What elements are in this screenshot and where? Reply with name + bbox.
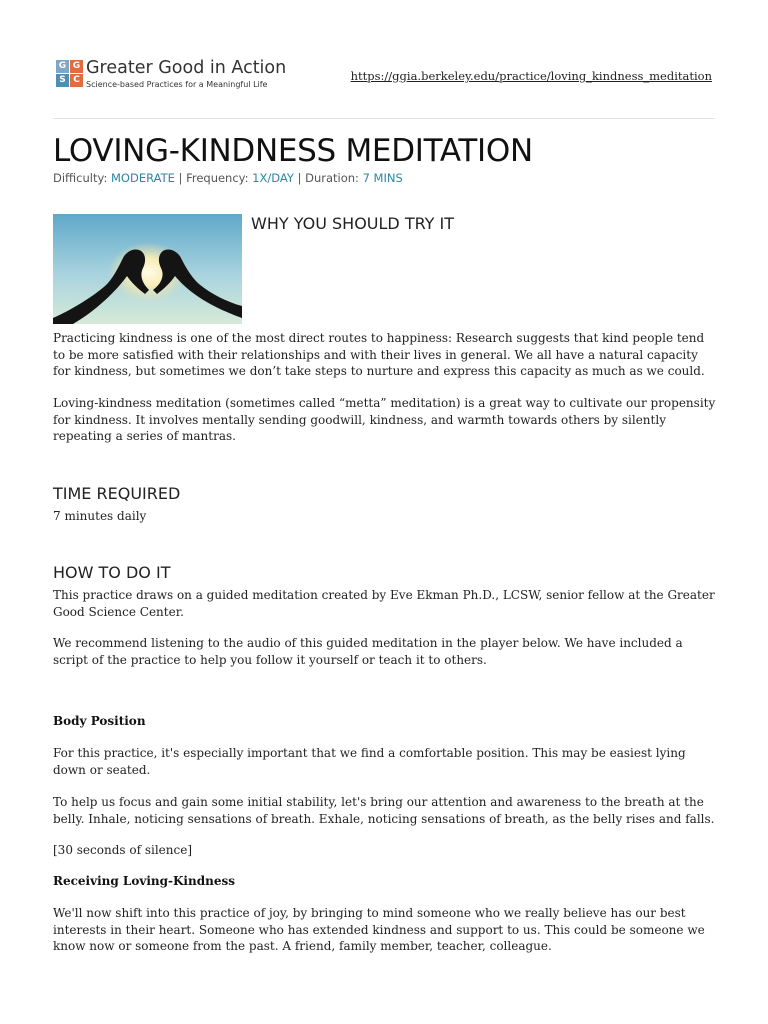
body-position-paragraph-2: To help us focus and gain some initial stability, let's bring our attention and awareness to the breath at the belly. Inhale, noticing sensations of breath. Exhale, noticing sensations of breath, as the belly rises and falls. <box>53 795 715 826</box>
meta-separator: | <box>297 171 302 185</box>
silence-note: [30 seconds of silence] <box>53 843 193 857</box>
receiving-paragraph-1: We'll now shift into this practice of joy, by bringing to mind someone who we really believe has our best interests in their heart. Someone who has extended kindness and support to us. This could be someone we know now or someone from the past. A friend, family member, teacher, colleague. <box>53 906 705 953</box>
logo-name: Greater Good in Action <box>86 58 287 78</box>
time-required-text: 7 minutes daily <box>53 509 147 523</box>
frequency-label: Frequency: <box>186 171 249 185</box>
how-paragraph-1: This practice draws on a guided meditation created by Eve Ekman Ph.D., LCSW, senior fellow at the Greater Good Science Center. <box>53 588 715 619</box>
logo-tagline: Science-based Practices for a Meaningful Life <box>86 80 268 89</box>
page-title: LOVING-KINDNESS MEDITATION <box>53 133 533 169</box>
difficulty-label: Difficulty: <box>53 171 108 185</box>
body-position-heading: Body Position <box>53 714 146 728</box>
frequency-value: 1X/DAY <box>252 171 294 185</box>
how-paragraph-2: We recommend listening to the audio of this guided meditation in the player below. We have included a script of the practice to help you follow it yourself or teach it to others. <box>53 636 683 667</box>
why-heading: WHY YOU SHOULD TRY IT <box>251 214 455 233</box>
header-divider <box>53 118 715 119</box>
how-to-heading: HOW TO DO IT <box>53 563 171 582</box>
why-paragraph-1: Practicing kindness is one of the most direct routes to happiness: Research suggests that kind people tend to be more satisfied with their relationships and with their lives in general. We all have a natural capacity for kindness, but sometimes we don’t take steps to nurture and express this capacity as much as we could. <box>53 331 705 378</box>
source-url-link[interactable]: https://ggia.berkeley.edu/practice/loving_kindness_meditation <box>350 69 712 83</box>
body-position-paragraph-1: For this practice, it's especially important that we find a comfortable position. This may be easiest lying down or seated. <box>53 746 686 777</box>
practice-meta <box>53 171 403 185</box>
difficulty-value: MODERATE <box>110 171 175 185</box>
time-required-heading: TIME REQUIRED <box>53 484 181 503</box>
logo-tile: S <box>56 74 69 87</box>
duration-value: 7 MINS <box>362 171 403 185</box>
why-paragraph-2: Loving-kindness meditation (sometimes called “metta” meditation) is a great way to cultivate our propensity for kindness. It involves mentally sending goodwill, kindness, and warmth towards others by silently repeating a series of mantras. <box>53 396 716 443</box>
logo-tile: G <box>70 60 83 73</box>
logo <box>86 58 286 90</box>
logo-tile: G <box>56 60 69 73</box>
duration-label: Duration: <box>305 171 359 185</box>
ggsc-logo-icon <box>56 60 84 88</box>
meta-separator: | <box>178 171 183 185</box>
heart-hands-sunset-image <box>53 214 242 324</box>
logo-tile: C <box>70 74 83 87</box>
page-header <box>53 58 715 98</box>
receiving-heading: Receiving Loving-Kindness <box>53 874 235 888</box>
